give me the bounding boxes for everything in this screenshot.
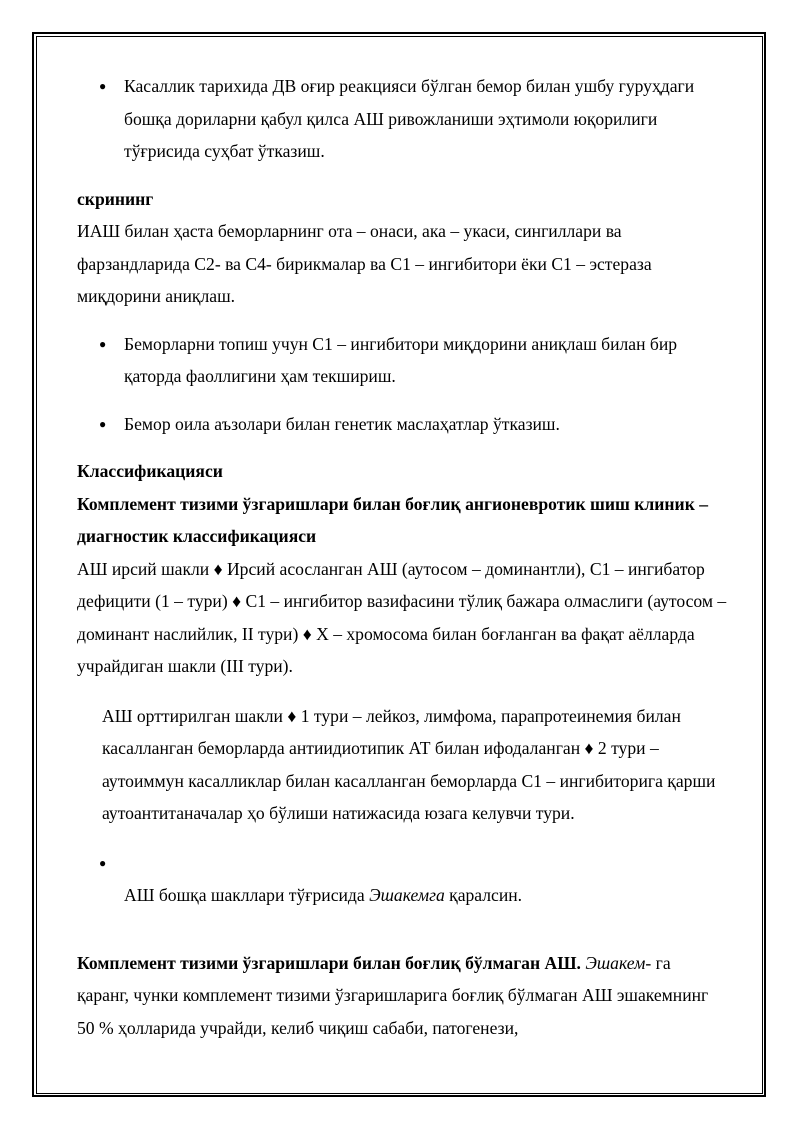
list-item-text: Касаллик тарихида ДВ оғир реакцияси бўлган бемор билан ушбу гуруҳдаги бошқа дориларни қабул қилса АШ ривожланиши эҳтимоли юқорилиги тўғрисида суҳбат ўтказиш. xyxy=(124,76,695,161)
other-forms-paragraph xyxy=(77,879,727,912)
bullet-icon: ● xyxy=(99,336,107,351)
list-item xyxy=(77,408,727,441)
unrelated-heading: Комплемент тизими ўзгаришлари билан боғлиқ бўлмаган АШ. xyxy=(77,952,581,973)
bullet-icon: ● xyxy=(99,79,107,93)
bullet-icon: ● xyxy=(99,416,107,431)
list-item xyxy=(77,70,727,168)
list-item-text: Беморларни топиш учун С1 – ингибитори миқдорини аниқлаш билан бир қаторда фаоллигини ҳам текшириш. xyxy=(124,333,678,386)
hereditary-paragraph: АШ ирсий шакли ♦ Ирсий асосланган АШ (аутосом – доминантли), С1 – ингибатор дефицити (1 – тури) ♦ С1 – ингибитор вазифасини тўлиқ бажара олмаслиги (аутосом – доминант наслийлик, II тури) ♦ Х – хромосома билан боғланган ва фақат аёлларда учрайдиган шакли (III тури). xyxy=(77,558,727,676)
classification-subheading: Комплемент тизими ўзгаришлари билан боғлиқ ангионевротик шиш клиник – диагностик классификацияси xyxy=(77,493,709,546)
screening-heading: скрининг xyxy=(77,188,154,209)
list-item-text xyxy=(124,847,727,880)
list-item xyxy=(77,328,727,393)
other-forms-suffix: қаралсин. xyxy=(444,885,523,905)
document-body xyxy=(77,70,727,1044)
other-forms-link-text: Эшакемга xyxy=(369,885,445,905)
bullet-icon: ● xyxy=(99,855,107,870)
unrelated-text: га қаранг, чунки комплемент тизими ўзгаришларига боғлиқ бўлмаган АШ эшакемнинг 50 % ҳолларида учрайди, келиб чиқиш сабаби, патогенези, xyxy=(77,952,709,1038)
unrelated-paragraph xyxy=(77,947,727,1045)
screening-paragraph: ИАШ билан ҳаста беморларнинг ота – онаси, ака – укаси, сингиллари ва фарзандларида С2- ва С4- бирикмалар ва С1 – ингибитори ёки С1 – эстераза миқдорини аниқлаш. xyxy=(77,221,652,306)
classification-heading: Классификацияси xyxy=(77,461,223,481)
other-forms-prefix: АШ бошқа шакллари тўғрисида xyxy=(124,885,370,905)
acquired-paragraph: АШ орттирилган шакли ♦ 1 тури – лейкоз, лимфома, парапротеинемия билан касалланган беморларда антиидиотипик АТ билан ифодаланган ♦ 2 тури – аутоиммун касалликлар билан касалланган беморларда С1 – ингибиторига қарши аутоантитаначалар ҳо бўлиши натижасида юзага келувчи тури. xyxy=(102,705,716,823)
list-item-text: Бемор оила аъзолари билан генетик маслаҳатлар ўтказиш. xyxy=(124,413,560,434)
list-item xyxy=(77,847,727,880)
unrelated-italic: Эшакем- xyxy=(580,952,652,973)
